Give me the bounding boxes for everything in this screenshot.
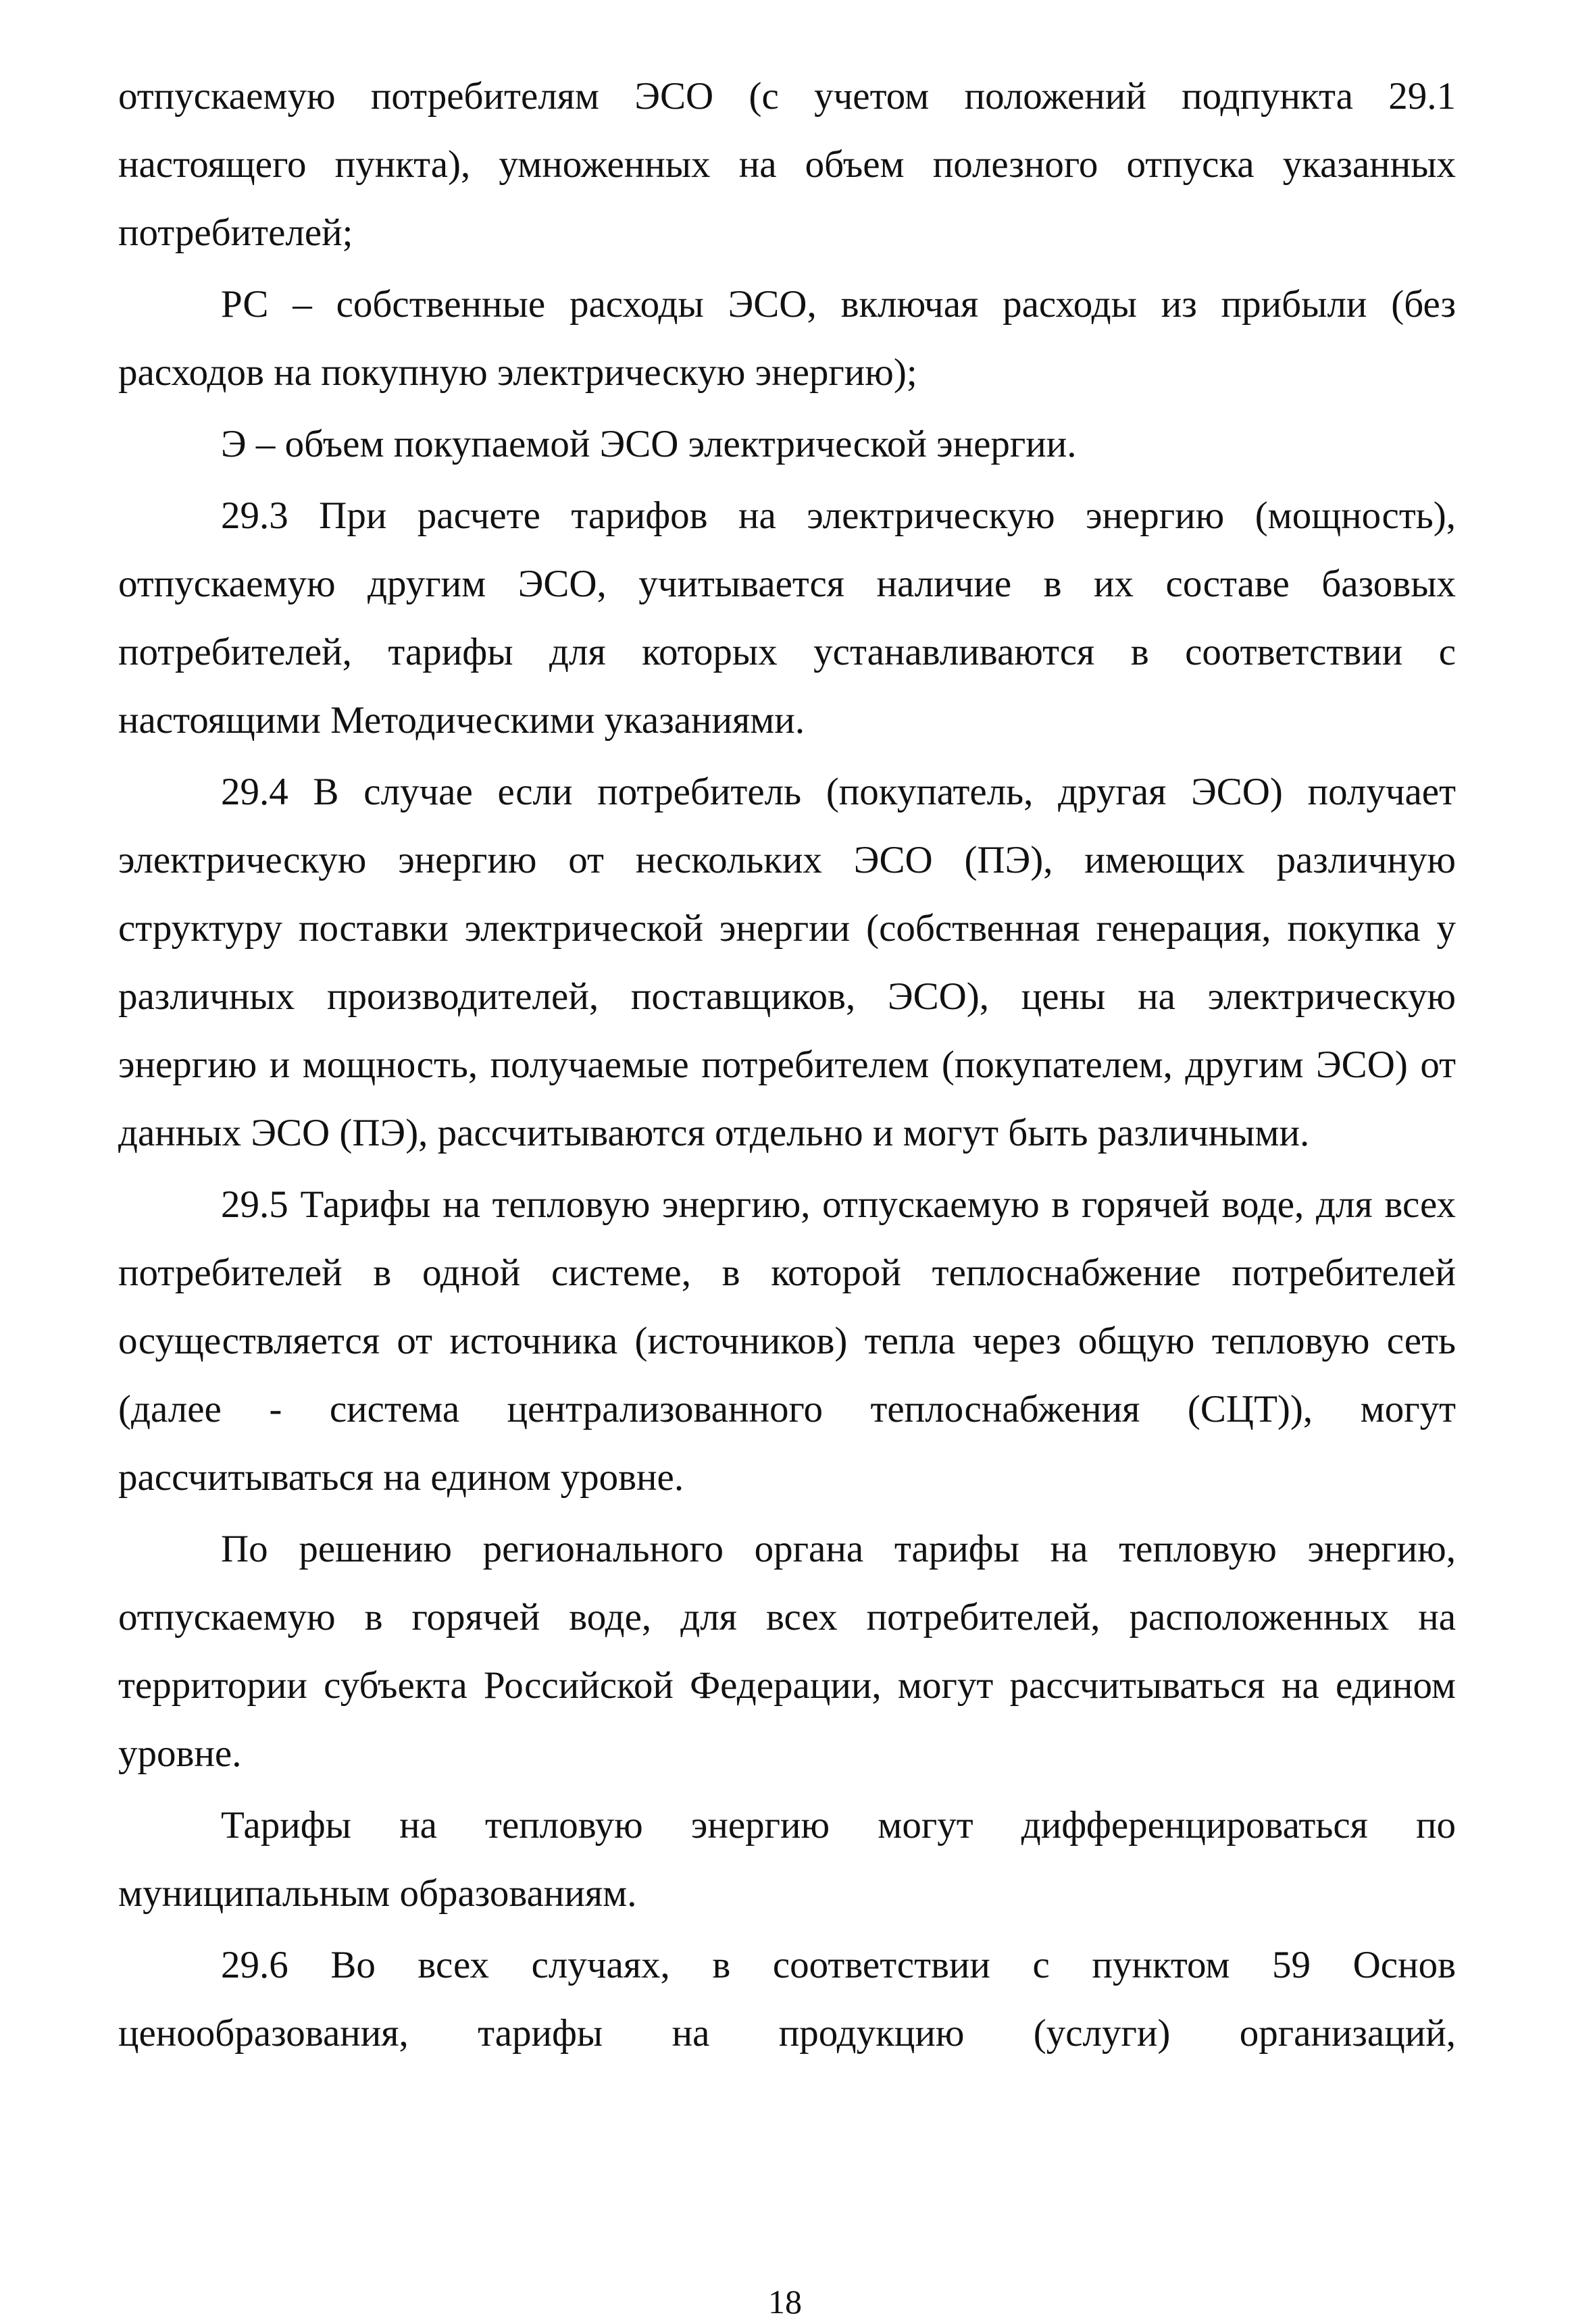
body-text	[118, 62, 1456, 2067]
paragraph-rs-definition: РС – собственные расходы ЭСО, включая расходы из прибыли (без расходов на покупную электрическую энергию);	[118, 283, 1456, 394]
paragraph-29-4: 29.4 В случае если потребитель (покупатель, другая ЭСО) получает электрическую энергию от нескольких ЭСО (ПЭ), имеющих различную структуру поставки электрической энергии (собственная генерация, покупка у различных производителей, поставщиков, ЭСО), цены на электрическую энергию и мощность, получаемые потребителем (покупателем, другим ЭСО) от данных ЭСО (ПЭ), рассчитываются отдельно и могут быть различными.	[118, 771, 1456, 1154]
paragraph-continuation: отпускаемую потребителям ЭСО (с учетом положений подпункта 29.1 настоящего пункта), умноженных на объем полезного отпуска указанных потребителей;	[118, 75, 1456, 254]
paragraph-municipal-differentiation: Тарифы на тепловую энергию могут дифференцироваться по муниципальным образованиям.	[118, 1804, 1456, 1915]
paragraph-29-3: 29.3 При расчете тарифов на электрическую энергию (мощность), отпускаемую другим ЭСО, учитывается наличие в их составе базовых потребителей, тарифы для которых устанавливаются в соответствии с настоящими Методическими указаниями.	[118, 494, 1456, 742]
page-number: 18	[768, 2283, 802, 2321]
paragraph-e-definition: Э – объем покупаемой ЭСО электрической энергии.	[221, 423, 1077, 465]
paragraph-29-6: 29.6 Во всех случаях, в соответствии с пунктом 59 Основ ценообразования, тарифы на продукцию (услуги) организаций,	[118, 1944, 1456, 2055]
paragraph-regional-decision: По решению регионального органа тарифы на тепловую энергию, отпускаемую в горячей воде, для всех потребителей, расположенных на территории субъекта Российской Федерации, могут рассчитываться на едином уровне.	[118, 1528, 1456, 1775]
paragraph-29-5: 29.5 Тарифы на тепловую энергию, отпускаемую в горячей воде, для всех потребителей в одной системе, в которой теплоснабжение потребителей осуществляется от источника (источников) тепла через общую тепловую сеть (далее - система централизованного теплоснабжения (СЦТ)), могут рассчитываться на едином уровне.	[118, 1183, 1456, 1499]
